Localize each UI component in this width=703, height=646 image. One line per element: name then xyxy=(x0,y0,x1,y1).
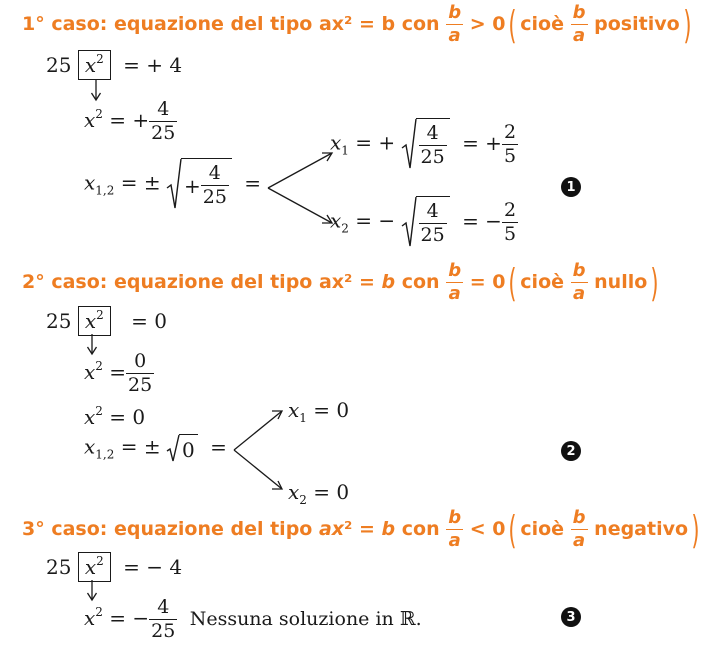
case3-boxed-term: $x^2$ xyxy=(78,552,111,582)
case1-solution1: $x_1$ = + $\frac{4}{25}$ = + $\frac{2}{5}$ xyxy=(330,118,518,170)
case2-step2: $x^2$ = $\frac{0}{25}$ xyxy=(84,350,153,396)
case1-heading xyxy=(22,4,694,45)
case1-branch-arrows xyxy=(266,150,336,226)
case2-equation: 25 $x^2 = 0$ xyxy=(46,306,167,336)
case1-equation xyxy=(46,50,182,80)
case1-badge: 1 xyxy=(561,177,581,197)
case3-badge: 3 xyxy=(561,607,581,627)
case1-down-arrow xyxy=(90,80,102,102)
case3-equation: 25 $x^2$ = − 4 xyxy=(46,552,182,582)
case1-cond-rel: > 0 xyxy=(463,13,506,35)
case2-cond-fraction: $\frac{b}{a}$ xyxy=(448,260,462,304)
case2-step3: $x^2 = 0$ xyxy=(84,404,146,429)
case1-step3-sqrt: + $\frac{4}{25}$ xyxy=(167,158,232,210)
case2-boxed-term: $x^2$ xyxy=(78,306,111,336)
case1-solution2: $x_2$ = − $\frac{4}{25}$ = − $\frac{2}{5}$ xyxy=(330,196,518,248)
case1-title: 1° caso: equazione del tipo ax² = b con xyxy=(22,13,447,35)
case2-heading: 2° caso: equazione del tipo ax² = b con $\frac{b}{a}$ = 0( cioè $\frac{b}{a}$ nullo) xyxy=(22,260,659,305)
case3-step2: $x^2$ = − $\frac{4}{25}$ Nessuna soluzione in ℝ. xyxy=(84,596,422,642)
case2-title: 2° caso: equazione del tipo ax² = xyxy=(22,271,382,293)
case2-step4: $x_{1,2}$ = ± 0 = xyxy=(84,434,227,462)
case1-step3: $x_{1,2}$ = ± + $\frac{4}{25}$ = xyxy=(84,158,261,210)
case1-cioe-word: positivo xyxy=(587,13,680,35)
case1-step2-fraction: $\frac{4}{25}$ xyxy=(151,98,176,144)
case1-cond-fraction: $\frac{b}{a}$ xyxy=(448,2,462,46)
case3-heading: 3° caso: equazione del tipo ax² = b con $\frac{b}{a}$ < 0( cioè $\frac{b}{a}$ negativo) xyxy=(22,507,700,552)
case1-step2: $x^2$ = + $\frac{4}{25}$ xyxy=(84,98,176,144)
case1-close-paren: ) xyxy=(682,2,692,47)
case3-no-solution-note: Nessuna soluzione in ℝ. xyxy=(189,608,422,630)
case2-branch-arrows xyxy=(232,408,286,492)
case3-cond-fraction: $\frac{b}{a}$ xyxy=(448,507,462,551)
case2-solution1: $x_1 = 0$ xyxy=(288,398,350,425)
case2-badge: 2 xyxy=(561,441,581,461)
case2-solution2: $x_2 = 0$ xyxy=(288,480,350,507)
case1-cioe: cioè xyxy=(520,13,571,35)
case1-rhs: = + 4 xyxy=(123,53,183,77)
case1-open-paren: ( xyxy=(508,2,517,47)
case1-coef: 25 xyxy=(46,53,72,77)
case3-title: 3° caso: equazione del tipo xyxy=(22,518,319,540)
case1-boxed-term: $x^2$ xyxy=(78,50,111,80)
case1-cioe-fraction: $\frac{b}{a}$ xyxy=(572,2,586,46)
